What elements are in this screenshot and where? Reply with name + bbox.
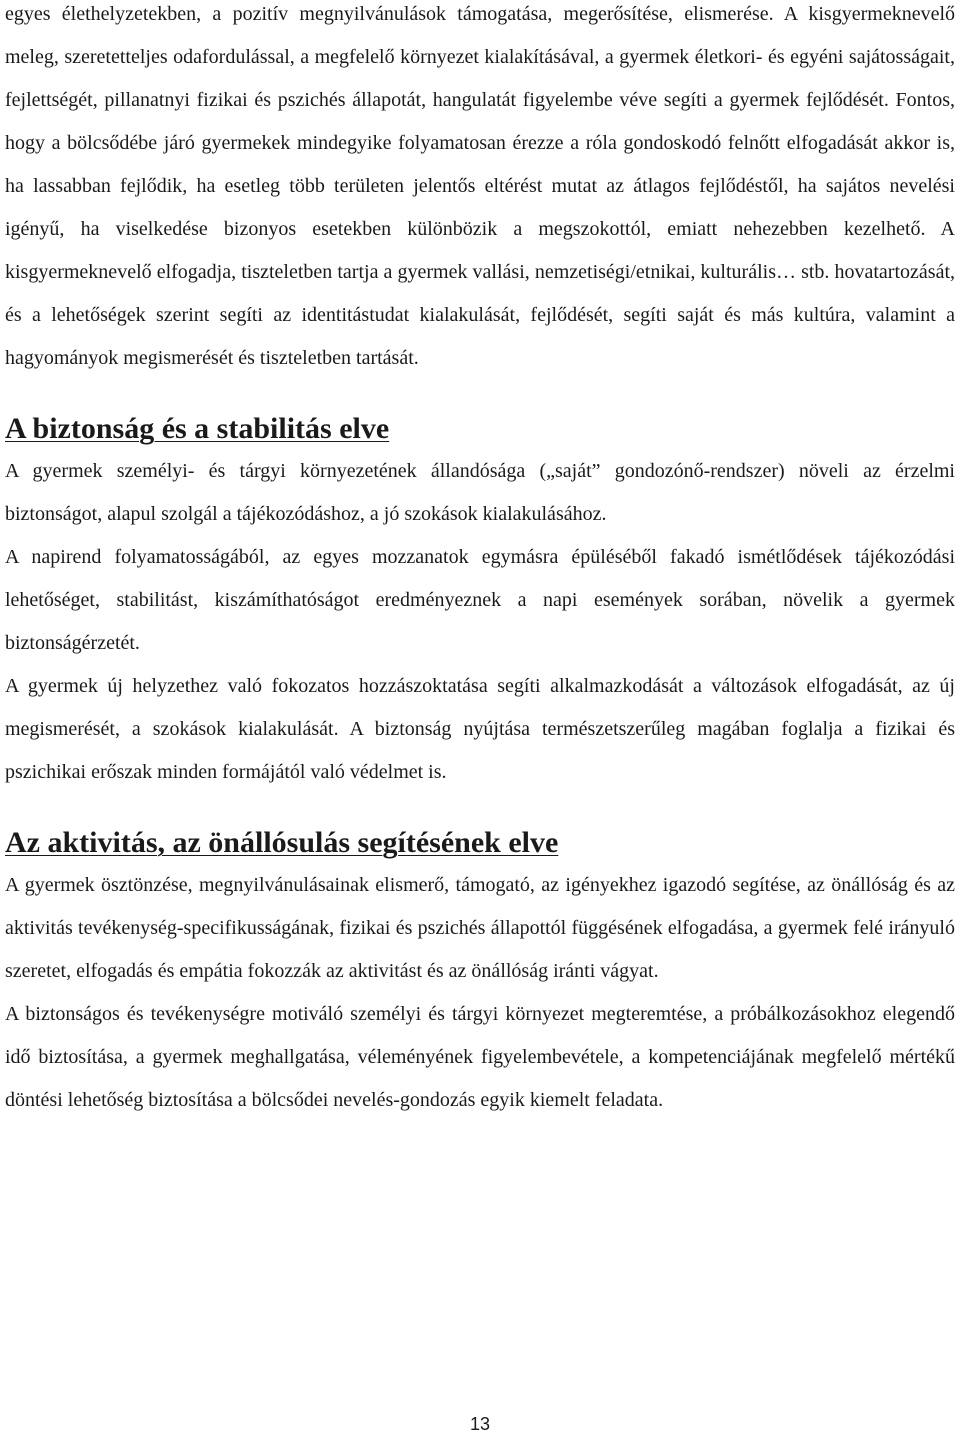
document-page (5, 0, 955, 1122)
page-number: 13 (469, 1414, 491, 1434)
section-heading: A biztonság és a stabilitás elve (5, 412, 390, 445)
body-paragraph: A napirend folyamatosságából, az egyes mozzanatok egymásra épüléséből fakadó ismétlődések tájékozódási lehetőséget, stabilitást, kiszámíthatóságot eredményeznek a napi események sorában, növelik a gyermek biztonságérzetét. (5, 546, 955, 654)
body-paragraph: A gyermek személyi- és tárgyi környezetének állandósága („saját” gondozónő-rendszer) növeli az érzelmi biztonságot, alapul szolgál a tájékozódáshoz, a jó szokások kialakulásához. (5, 460, 955, 525)
body-paragraph: A gyermek ösztönzése, megnyilvánulásainak elismerő, támogató, az igényekhez igazodó segítése, az önállóság és az aktivitás tevékenység-specifikusságának, fizikai és pszichés állapottól függésének elfogadása, a gyermek felé irányuló szeretet, elfogadás és empátia fokozzák az aktivitást és az önállóság iránti vágyat. (5, 874, 955, 982)
section-safety-stability (5, 407, 955, 794)
intro-paragraph: egyes élethelyzetekben, a pozitív megnyilvánulások támogatása, megerősítése, elismerése. A kisgyermeknevelő meleg, szeretetteljes odafordulással, a megfelelő környezet kialakításával, a gyermek életkori- és egyéni sajátosságait, fejlettségét, pillanatnyi fizikai és pszichés állapotát, hangulatát figyelembe véve segíti a gyermek fejlődését. Fontos, hogy a bölcsődébe járó gyermekek mindegyike folyamatosan érezze a róla gondoskodó felnőtt elfogadását akkor is, ha lassabban fejlődik, ha esetleg több területen jelentős eltérést mutat az átlagos fejlődéstől, ha sajátos nevelési igényű, ha viselkedése bizonyos esetekben különbözik a megszokottól, emiatt nehezebben kezelhető. A kisgyermeknevelő elfogadja, tiszteletben tartja a gyermek vallási, nemzetiségi/etnikai, kulturális… stb. hovatartozását, és a lehetőségek szerint segíti az identitástudat kialakulását, fejlődését, segíti saját és más kultúra, valamint a hagyományok megismerését és tiszteletben tartását. (5, 3, 955, 369)
section-heading: Az aktivitás, az önállósulás segítésének elve (5, 826, 559, 859)
section-activity-independence (5, 821, 955, 1122)
body-paragraph: A gyermek új helyzethez való fokozatos hozzászoktatása segíti alkalmazkodását a változások elfogadását, az új megismerését, a szokások kialakulását. A biztonság nyújtása természetszerűleg magában foglalja a fizikai és pszichikai erőszak minden formájától való védelmet is. (5, 675, 955, 783)
section-gap (5, 794, 955, 821)
body-paragraph: A biztonságos és tevékenységre motiváló személyi és tárgyi környezet megteremtése, a próbálkozásokhoz elegendő idő biztosítása, a gyermek meghallgatása, véleményének figyelembevétele, a kompetenciájának megfelelő mértékű döntési lehetőség biztosítása a bölcsődei nevelés-gondozás egyik kiemelt feladata. (5, 1003, 955, 1111)
section-gap (5, 380, 955, 407)
